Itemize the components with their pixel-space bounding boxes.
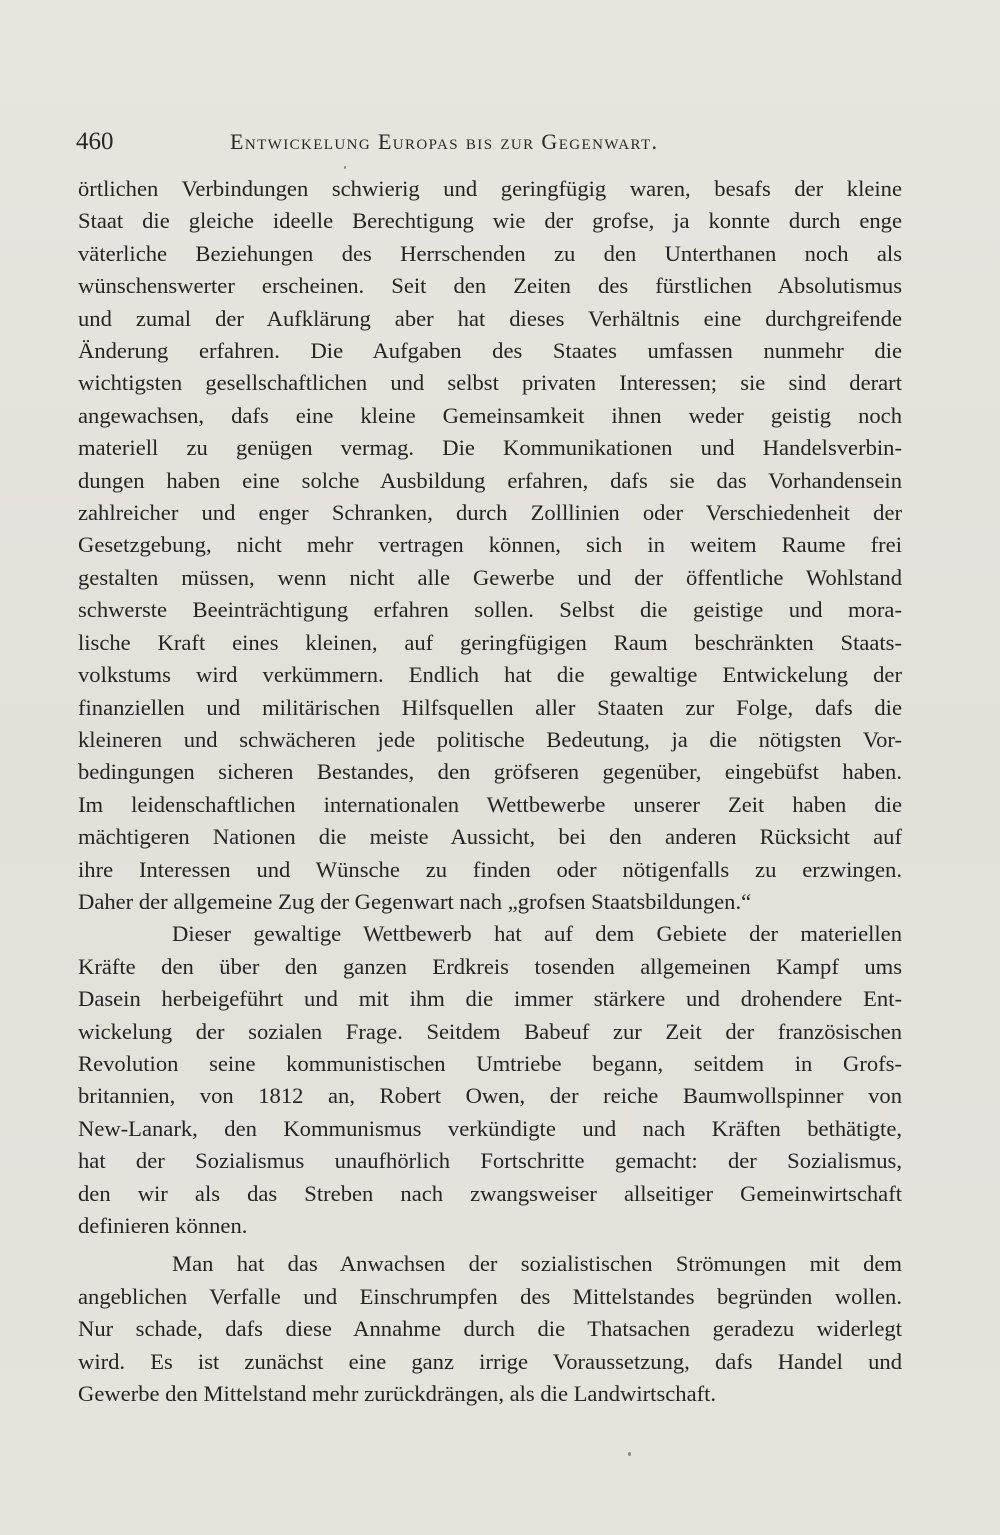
text-line: Im leidenschaftlichen internationalen Wettbewerbe unserer Zeit haben die [78,791,902,817]
text-line: finanziellen und militärischen Hilfsquellen aller Staaten zur Folge, dafs die [78,694,902,720]
text-line: britannien, von 1812 an, Robert Owen, der reiche Baumwollspinner von [78,1083,902,1109]
text-line: Nur schade, dafs diese Annahme durch die Thatsachen geradezu widerlegt [78,1316,902,1342]
text-line: Daher der allgemeine Zug der Gegenwart nach „grofsen Staatsbildungen.“ [78,888,752,914]
text-line: materiell zu genügen vermag. Die Kommunikationen und Handelsverbin- [78,435,902,461]
page-header [76,124,906,160]
text-line: New-Lanark, den Kommunismus verkündigte und nach Kräften bethätigte, [78,1115,902,1141]
text-line: gestalten müssen, wenn nicht alle Gewerbe und der öffentliche Wohlstand [78,564,902,590]
page-number: 460 [76,128,114,155]
text-line: schwerste Beeinträchtigung erfahren sollen. Selbst die geistige und mora- [78,597,902,623]
running-title: Entwickelung Europas bis zur Gegenwart. [230,129,659,154]
text-line: wird. Es ist zunächst eine ganz irrige Voraussetzung, dafs Handel und [78,1348,902,1374]
text-line: Dasein herbeigeführt und mit ihm die immer stärkere und drohendere Ent- [78,986,902,1012]
text-line: Staat die gleiche ideelle Berechtigung wie der grofse, ja konnte durch enge [78,208,902,234]
text-line: dungen haben eine solche Ausbildung erfahren, dafs sie das Vorhandensein [78,467,902,493]
text-line: den wir als das Streben nach zwangsweiser allseitiger Gemeinwirtschaft [78,1180,902,1206]
text-line: angeblichen Verfalle und Einschrumpfen des Mittelstandes begründen wollen. [78,1283,902,1309]
text-line: und zumal der Aufklärung aber hat dieses Verhältnis eine durchgreifende [78,305,902,331]
paragraph-2 [78,918,902,1242]
text-line: ihre Interessen und Wünsche zu finden oder nötigenfalls zu erzwingen. [78,856,902,882]
text-line: mächtigeren Nationen die meiste Aussicht, bei den anderen Rücksicht auf [78,824,902,850]
text-line: kleineren und schwächeren jede politische Bedeutung, ja die nötigsten Vor- [78,726,902,752]
text-line: zahlreicher und enger Schranken, durch Zolllinien oder Verschiedenheit der [78,500,902,526]
text-line: wünschenswerter erscheinen. Seit den Zeiten des fürstlichen Absolutismus [78,273,902,299]
text-line: volkstums wird verkümmern. Endlich hat die gewaltige Entwickelung der [78,662,902,688]
text-line: wichtigsten gesellschaftlichen und selbst privaten Interessen; sie sind derart [78,370,902,396]
text-line: örtlichen Verbindungen schwierig und geringfügig waren, besafs der kleine [78,176,902,201]
paragraph-3 [78,1248,902,1410]
paragraph-1 [78,173,902,918]
text-line: Dieser gewaltige Wettbewerb hat auf dem Gebiete der materiellen [172,921,902,947]
print-speck [628,1452,631,1456]
text-line: Kräfte den über den ganzen Erdkreis tosenden allgemeinen Kampf ums [78,953,902,979]
text-line: Revolution seine kommunistischen Umtriebe begann, seitdem in Grofs- [78,1050,902,1076]
text-line: definieren können. [78,1213,248,1238]
text-line: väterliche Beziehungen des Herrschenden zu den Unterthanen noch als [78,240,902,266]
text-line: Gesetzgebung, nicht mehr vertragen können, sich in weitem Raume frei [78,532,902,558]
text-line: hat der Sozialismus unaufhörlich Fortschritte gemacht: der Sozialismus, [78,1148,902,1174]
print-speck [344,166,346,169]
body-text [78,173,902,1410]
text-line: bedingungen sicheren Bestandes, den gröfseren gegenüber, eingebüfst haben. [78,759,902,785]
text-line: Gewerbe den Mittelstand mehr zurückdrängen, als die Landwirtschaft. [78,1381,717,1407]
text-line: lische Kraft eines kleinen, auf geringfügigen Raum beschränkten Staats- [78,629,902,655]
text-line: wickelung der sozialen Frage. Seitdem Babeuf zur Zeit der französischen [78,1018,902,1044]
text-line: angewachsen, dafs eine kleine Gemeinsamkeit ihnen weder geistig noch [78,402,902,428]
text-line: Man hat das Anwachsen der sozialistischen Strömungen mit dem [172,1251,902,1277]
text-line: Änderung erfahren. Die Aufgaben des Staates umfassen nunmehr die [78,338,902,364]
